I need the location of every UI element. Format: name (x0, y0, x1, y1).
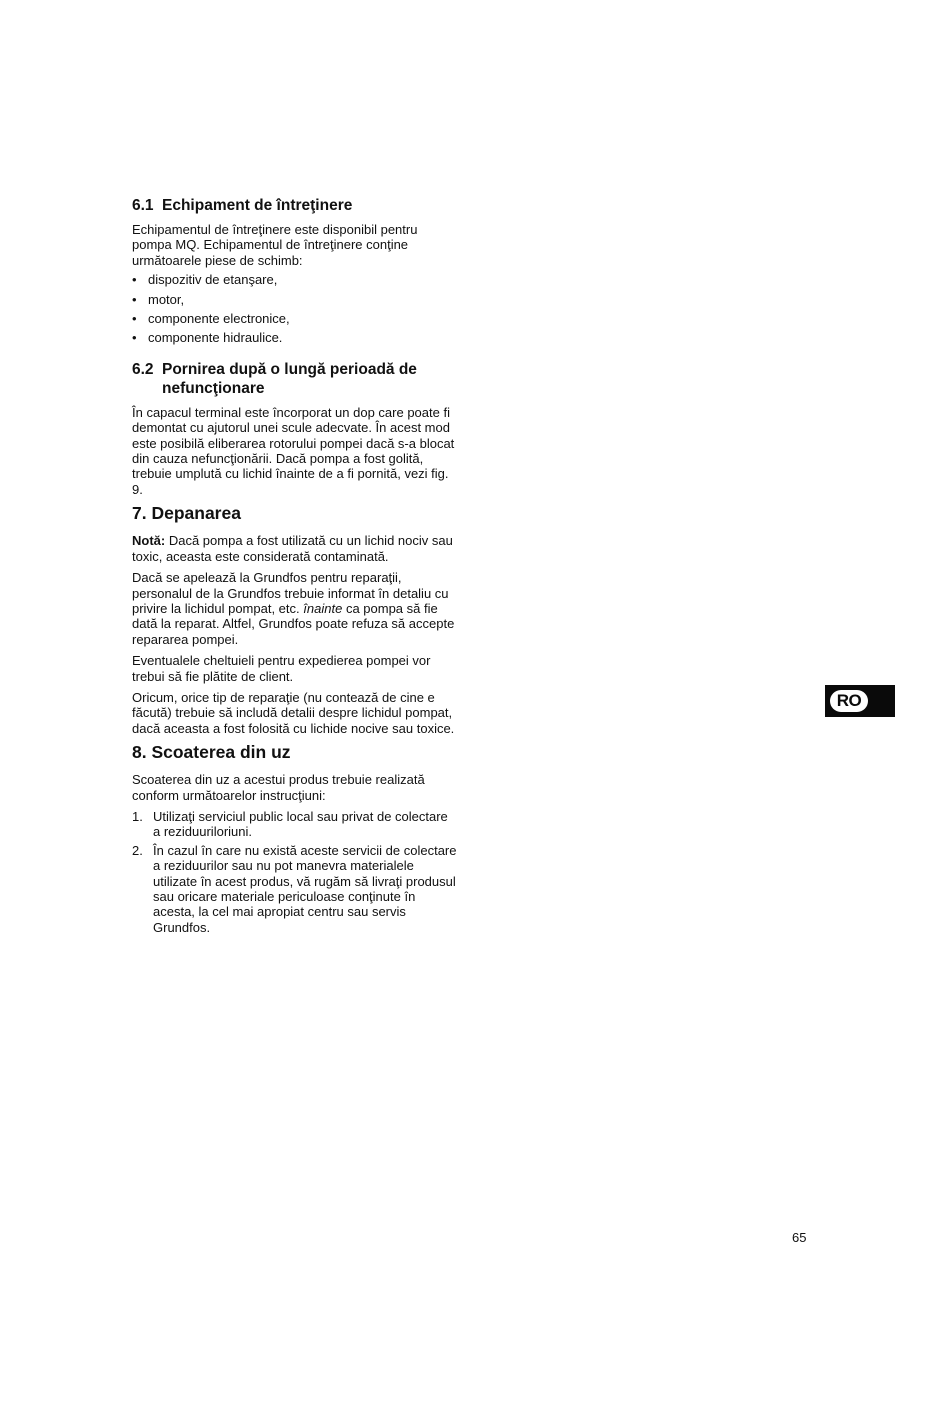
note-label: Notă: (132, 533, 166, 549)
heading-8: 8. Scoaterea din uz (132, 742, 291, 763)
language-tab (825, 685, 895, 717)
heading-6-2-title-line2: nefuncţionare (162, 379, 265, 397)
spare-parts-list (132, 272, 458, 346)
emphasis-text: înainte (303, 600, 343, 616)
language-label: RO (830, 690, 868, 712)
paragraph-7-note (132, 533, 458, 564)
list-item: 2. În cazul în care nu există aceste servicii de colectare a reziduurilor sau nu pot manevra materialele utilizate în acest produs, vă rugăm să livraţi produsul sau oricare materiale periculoase conţinute în acesta, la cel mai apropiat centru sau servis Grundfos. (132, 842, 457, 935)
paragraph-7-4: Oricum, orice tip de reparaţie (nu contează de cine e făcută) trebuie să includă detalii despre lichidul pompat, dacă aceasta a fost folosită cu lichide nocive sau toxice. (132, 689, 455, 736)
heading-6-1: 6.1 Echipament de întreţinere (132, 197, 353, 214)
note-text: Dacă pompa a fost utilizată cu un lichid nociv sau toxic, aceasta este considerată contaminată. (132, 533, 453, 564)
content-column (132, 196, 458, 938)
list-item: • dispozitiv de etanşare, (132, 272, 458, 287)
paragraph-7-3: Eventualele cheltuieli pentru expedierea pompei vor trebui să fie plătite de client. (132, 653, 431, 684)
paragraph-6-2: În capacul terminal este încorporat un dop care poate fi demontat cu ajutorul unei scule adecvate. În acest mod este posibilă eliberarea rotorului pompei dacă s-a blocat din cauza nefuncţionării. Dacă pompa a fost golită, trebuie umplută cu lichid înainte de a fi pornită, vezi fig. 9. (132, 404, 455, 497)
paragraph-8-intro: Scoaterea din uz a acestui produs trebuie realizată conform următoarelor instrucţiuni: (132, 772, 425, 803)
list-item: • componente hidraulice. (132, 330, 458, 345)
heading-6-2: 6.2 Pornirea după o lungă perioadă de nefuncţionare (132, 360, 458, 398)
list-item: • motor, (132, 292, 458, 307)
list-item: 1. Utilizaţi serviciul public local sau privat de colectare a reziduuriloriuni. (132, 808, 448, 840)
heading-6-2-title-line1: Pornirea după o lungă perioadă de (162, 360, 417, 378)
paragraph-6-1-intro: Echipamentul de întreţinere este disponibil pentru pompa MQ. Echipamentul de întreţinere conţine următoarele piese de schimb: (132, 222, 418, 268)
page-number: 65 (792, 1230, 807, 1245)
heading-7: 7. Depanarea (132, 503, 241, 524)
list-item: • componente electronice, (132, 311, 458, 326)
paragraph-7-2: Dacă se apelează la Grundfos pentru reparaţii, personalul de la Grundfos trebuie informat în detaliu cu privire la lichidul pompat, etc. înainte ca pompa să fie dată la reparat. Altfel, Grundfos poate refuza să accepte repararea pompei. (132, 570, 455, 647)
heading-6-1-title: Echipament de întreţinere (162, 197, 353, 214)
disposal-steps (132, 809, 458, 935)
